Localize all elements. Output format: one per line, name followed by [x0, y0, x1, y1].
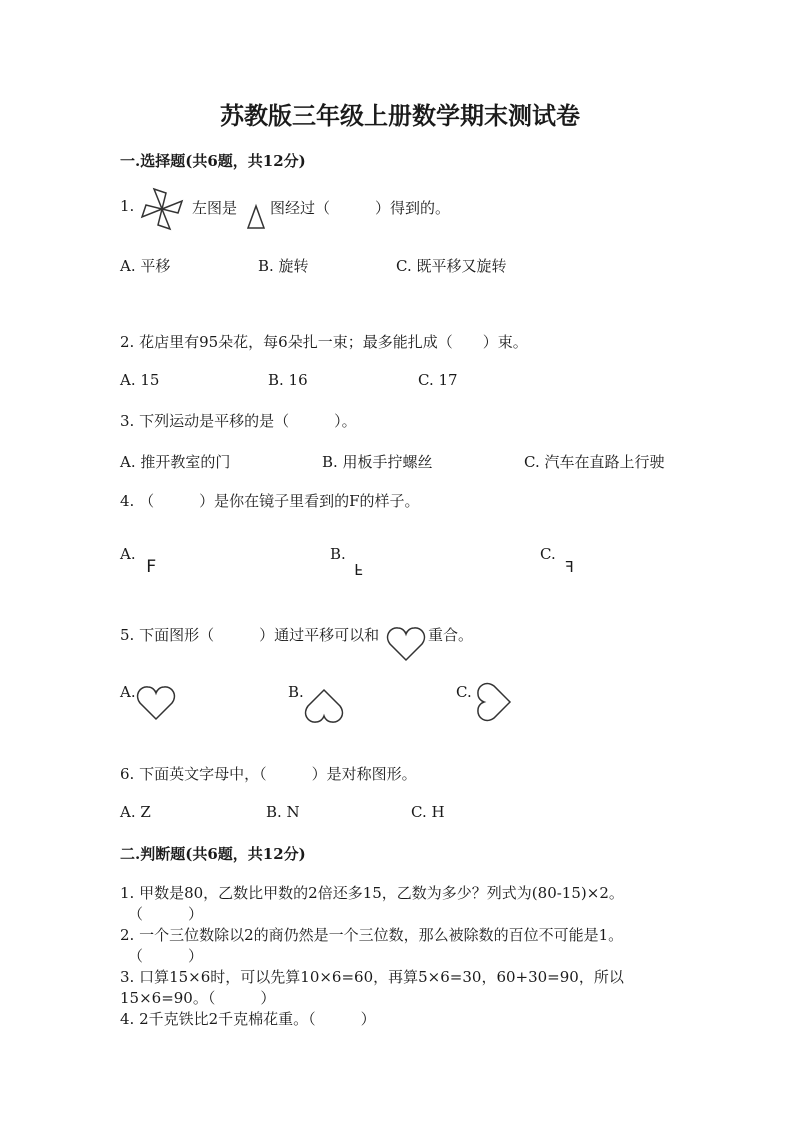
question-5-option-c-label[interactable]: C.: [456, 683, 472, 701]
question-2-text: 2. 花店里有95朵花，每6朵扎一束；最多能扎成（ ）束。: [120, 333, 528, 351]
heart-rotated-icon: [472, 682, 512, 722]
judgement-1-answer-bracket[interactable]: （ ）: [128, 905, 204, 923]
question-1-option-a[interactable]: A. 平移: [120, 257, 171, 275]
question-4-option-c-label[interactable]: C.: [540, 545, 556, 563]
question-1-text-b: 图经过（ ）得到的。: [270, 199, 451, 217]
heart-reference-figure: [386, 626, 426, 662]
pinwheel-figure: [140, 187, 184, 231]
question-4-option-b-glyph: F: [354, 560, 364, 578]
judgement-2-answer-bracket[interactable]: （ ）: [128, 947, 204, 965]
question-2-option-c[interactable]: C. 17: [418, 371, 458, 389]
question-5-option-b-label[interactable]: B.: [288, 683, 304, 701]
question-6-option-c[interactable]: C. H: [411, 803, 445, 821]
question-1-text-a: 左图是: [192, 199, 238, 217]
triangle-petal-figure: [246, 204, 266, 230]
question-6-option-a[interactable]: A. Z: [120, 803, 151, 821]
question-4-option-b-label[interactable]: B.: [330, 545, 346, 563]
question-2-option-b[interactable]: B. 16: [268, 371, 308, 389]
heart-upright-icon: [136, 685, 176, 721]
question-3-option-c[interactable]: C. 汽车在直路上行驶: [524, 453, 665, 471]
judgement-4-line1[interactable]: 4. 2千克铁比2千克棉花重。（ ）: [120, 1010, 376, 1028]
heart-inverted-icon: [304, 688, 344, 724]
question-4-text: 4. （ ）是你在镜子里看到的F的样子。: [120, 492, 420, 510]
question-3-option-a[interactable]: A. 推开教室的门: [120, 453, 231, 471]
section-heading-choice: 一.选择题(共6题，共12分): [120, 152, 306, 170]
question-4-option-c-glyph: F: [565, 558, 575, 576]
question-4-option-a-label[interactable]: A.: [120, 545, 136, 563]
question-5-text-b: 重合。: [428, 626, 474, 644]
judgement-3-line2[interactable]: 15×6=90。（ ）: [120, 989, 276, 1007]
question-3-option-b[interactable]: B. 用板手拧螺丝: [322, 453, 433, 471]
section-heading-judgement: 二.判断题(共6题，共12分): [120, 845, 306, 863]
question-2-option-a[interactable]: A. 15: [120, 371, 160, 389]
question-5-option-a-label[interactable]: A.: [120, 683, 136, 701]
judgement-1-line1: 1. 甲数是80，乙数比甲数的2倍还多15，乙数为多少？列式为(80-15)×2。: [120, 884, 624, 902]
question-1-option-b[interactable]: B. 旋转: [258, 257, 309, 275]
question-6-text: 6. 下面英文字母中，（ ）是对称图形。: [120, 765, 417, 783]
question-5-text-a: 5. 下面图形（ ）通过平移可以和: [120, 626, 380, 644]
judgement-3-line1: 3. 口算15×6时，可以先算10×6=60，再算5×6=30，60+30=90，所以: [120, 968, 624, 986]
question-6-option-b[interactable]: B. N: [266, 803, 300, 821]
question-1-number: 1.: [120, 197, 135, 215]
question-4-option-a-glyph: F: [146, 557, 157, 577]
question-3-text: 3. 下列运动是平移的是（ ）。: [120, 412, 357, 430]
page-title: 苏教版三年级上册数学期末测试卷: [220, 101, 580, 130]
judgement-2-line1: 2. 一个三位数除以2的商仍然是一个三位数，那么被除数的百位不可能是1。: [120, 926, 624, 944]
question-1-option-c[interactable]: C. 既平移又旋转: [396, 257, 507, 275]
